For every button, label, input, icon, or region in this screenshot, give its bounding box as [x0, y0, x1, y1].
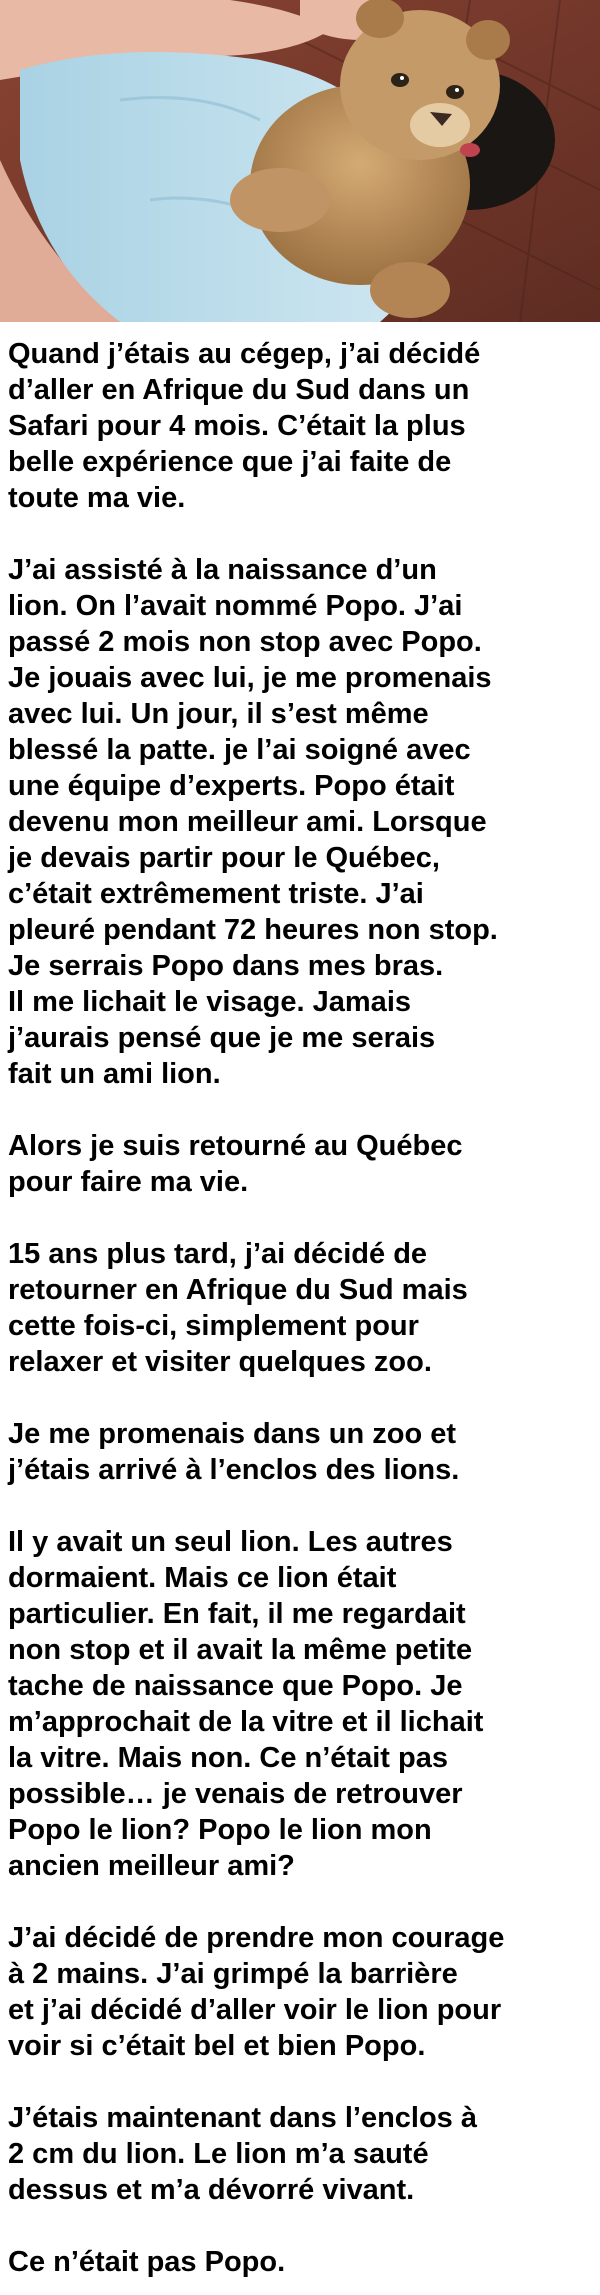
story-paragraph: J’ai décidé de prendre mon courage à 2 mains. J’ai grimpé la barrière et j’ai décidé d’aller voir le lion pour voir si c’était bel et bien Popo.	[8, 1922, 505, 2062]
story-text	[0, 336, 598, 2280]
story-paragraph: Je me promenais dans un zoo et j’étais arrivé à l’enclos des lions.	[8, 1418, 460, 1486]
story-paragraph: Quand j’étais au cégep, j’ai décidé d’aller en Afrique du Sud dans un Safari pour 4 mois. C’était la plus belle expérience que j’ai faite de toute ma vie.	[8, 338, 481, 514]
story-paragraph: J’étais maintenant dans l’enclos à 2 cm du lion. Le lion m’a sauté dessus et m’a dévorré vivant.	[8, 2102, 477, 2206]
story-paragraph: Alors je suis retourné au Québec pour faire ma vie.	[8, 1130, 463, 1198]
story-paragraph: Ce n’était pas Popo.	[8, 2246, 286, 2278]
lion-cub-photo	[0, 0, 600, 322]
story-paragraph: Il y avait un seul lion. Les autres dormaient. Mais ce lion était particulier. En fait, il me regardait non stop et il avait la même petite tache de naissance que Popo. Je m’approchait de la vitre et il lichait la vitre. Mais non. Ce n’était pas possible… je venais de retrouver Popo le lion? Popo le lion mon ancien meilleur ami?	[8, 1526, 484, 1882]
story-paragraph: J’ai assisté à la naissance d’un lion. On l’avait nommé Popo. J’ai passé 2 mois non stop avec Popo. Je jouais avec lui, je me promenais avec lui. Un jour, il s’est même blessé la patte. je l’ai soigné avec une équipe d’experts. Popo était devenu mon meilleur ami. Lorsque je devais partir pour le Québec, c’était extrêmement triste. J’ai pleuré pendant 72 heures non stop. Je serrais Popo dans mes bras. Il me lichait le visage. Jamais j’aurais pensé que je me serais fait un ami lion.	[8, 554, 498, 1090]
story-paragraph: 15 ans plus tard, j’ai décidé de retourner en Afrique du Sud mais cette fois-ci, simplement pour relaxer et visiter quelques zoo.	[8, 1238, 468, 1378]
